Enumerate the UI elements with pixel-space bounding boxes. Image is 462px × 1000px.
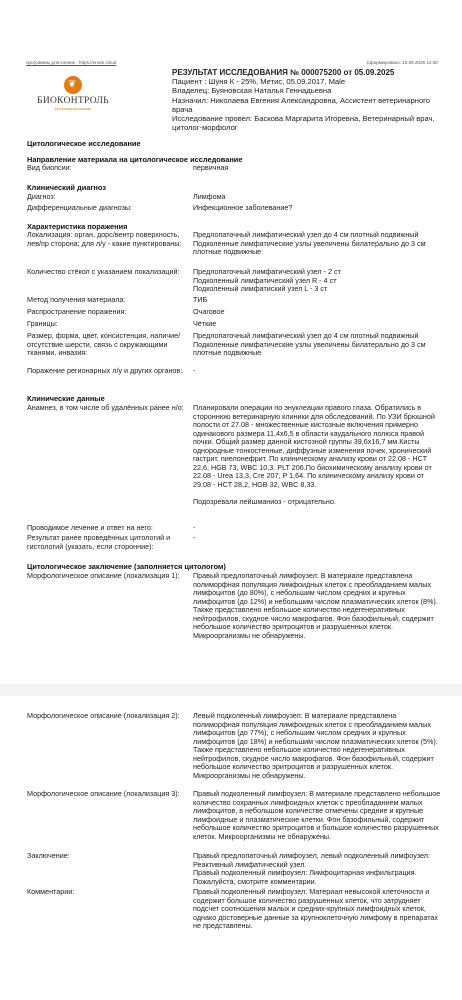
row-value: Правый подколенный лимфоузел: Материал невысокой клеточности и содержит большое количество разрушенных клеток, что затрудняет подсчет соотношения малых и средних-крупных лимфоидных клеток, однако достоверные данные за крупноклеточную лимфому в препаратах не представлены. <box>193 887 438 930</box>
row-label: Метод получения материала: <box>27 295 126 304</box>
row-value: Правый предлопаточный лимфоузел: В материале представлена полиморфная популяция лимфоидных клеток с преобладанием малых лимфоцитов (до 80%), с небольшим числом средних и крупных лимфоцитов (до 12%) и небольшим числом плазматических клеток (8%). Также представлено небольшое количество недегенеративных нейтрофилов, скудное число макрофагов. Фон базофильный, содержит небольшое количество эритроцитов и разрушенных клеток. Микроорганизмы не обнаружены. <box>193 571 438 640</box>
row-label: Дифференциальные диагнозы: <box>27 203 133 212</box>
row-value: - <box>193 366 196 375</box>
row-label: Морфологическое описание (локализация 1): <box>27 571 180 580</box>
row-label: Комментарии: <box>27 887 75 896</box>
clinic-logo <box>28 74 118 114</box>
paw-icon: ❦ <box>64 76 82 94</box>
section-clinical-diagnosis: Клинический диагноз <box>27 183 106 192</box>
row-value: ТИБ <box>193 295 208 304</box>
row-value: Очаговое <box>193 307 225 316</box>
performed-line: Исследование провел: Баскова Маргарита Игоревна, Ветеринарный врач, цитолог-морфолог <box>172 114 435 133</box>
row-value: Предлопаточный лимфатический узел до 4 см плотный подвижный Подколенные лимфатические узлы увеличены билатерально до 3 см плотные подвижные <box>193 331 426 357</box>
row-value: Планировали операции по энуклеации правого глаза. Обратились в стороннюю ветеринарную клиники для обследований. По УЗИ брюшной полости от 27.08 - множественные кистозные включения примерно одинакового размера 11,4х6,5 в области каудального полюса правой почки. Общий размер данной кистозной группы 39,6х16,7 мм.Кисты однородные тонкостенные, диффузные изменения почек, хронический гастрит, пиелонефрит. По клиническому анализу крови от 22.08 - HCT 22,6, HGB 73, WBC 10,3. PLT 206.По биохимическому анализу крови от 22.08 - Urea 13,3, Cre 207, P 1,64. По клиническому анализу крови от 29.08 - HCT 28,2, HGB 32, WBC 8,33. Подозревали лейшманиоз - отрицательно. <box>193 403 435 506</box>
row-label: Поражение регионарных л/у и других органов: <box>27 366 183 375</box>
row-value: Предлопаточный лимфатический узел до 4 см плотный подвижный Подколенные лимфатические узлы увеличены билатерально до 3 см плотные подвижные <box>193 230 426 256</box>
row-label: Локализация: орган, дорс/вентр поверхность, лев/пр сторона; для л/у - какие пунктированы: <box>27 230 182 248</box>
row-label: Распространение поражения: <box>27 307 127 316</box>
row-label: Заключение: <box>27 851 70 860</box>
section-referral: Направление материала на цитологическое исследование <box>27 155 243 164</box>
row-value: Чёткие <box>193 319 217 328</box>
section-clinical-data: Клинические данные <box>27 394 105 403</box>
logo-name: БИОКОНТРОЛЬ <box>37 96 109 106</box>
page-meta-line <box>26 60 438 68</box>
row-value: Правый предлопаточный лимфоузел, левый подколенный лимфоузел: Реактивный лимфатический узел. Правый подколенный лимфоузел: Лимфоцитарная инфильтрация. Пожалуйста, смотрите комментарии. <box>193 851 430 886</box>
assigned-line: Назначил: Николаева Евгения Александровна, Ассистент ветеринарного врача <box>172 95 431 114</box>
report-page-2 <box>0 696 462 1000</box>
row-value: Левый подколенный лимфоузел: В материале представлена полиморфная популяция лимфоидных клеток с преобладанием малых лимфоцитов (до 77%), с небольшим числом средних и крупных лимфоцитов (до 18%) и небольшим числом плазматических клеток (5%). Также представлено небольшое количество недегенеративных нейтрофилов, скудное число макрофагов. Фон базофильный, содержит небольшое количество эритроцитов и разрушенных клеток. Микроорганизмы не обнаружены. <box>193 711 438 780</box>
row-value: Предлопаточный лимфатический узел - 2 ст Подколенный лимфатический узел R - 4 ст Подколенный лимфатиский узел L - 3 ст <box>193 267 341 293</box>
logo-subtitle: ветеринарная клиника <box>54 107 92 111</box>
row-label: Проводимое лечение и ответ на него: <box>27 523 153 532</box>
row-label: Вид биопсии: <box>27 163 72 172</box>
section-lesion: Характеристика поражения <box>27 222 128 231</box>
patient-line: Пациент : Шуня К - 25%, Метис, 05.09.2017, Male <box>172 77 346 87</box>
row-label: Диагноз: <box>27 192 56 201</box>
row-value: - <box>193 523 196 532</box>
row-label: Морфологическое описание (локализация 3): <box>27 789 180 798</box>
source-link[interactable]: программы для клиник - https://enote.cloud <box>26 60 117 65</box>
owner-line: Владелец: Буяновская Наталья Геннадьевна <box>172 86 332 96</box>
row-value: Инфекционное заболевание? <box>193 203 293 212</box>
row-label: Результат ранее проведённых цитологий и гистологий (указать, если сторонние): <box>27 533 171 551</box>
row-value: - <box>193 533 196 542</box>
row-label: Размер, форма, цвет, консистенция, наличие/отсутствие шерсти, связь с окружающими тканями, инвазия: <box>27 331 181 357</box>
row-value: первичная <box>193 163 229 172</box>
report-title: РЕЗУЛЬТАТ ИССЛЕДОВАНИЯ № 000075200 от 05.09.2025 <box>172 68 395 77</box>
row-label: Количество стёкол с указанием локализаций: <box>27 267 180 276</box>
generated-timestamp: Сформировано: 10.09.2025 12:30 <box>366 60 438 65</box>
row-value: Правый подколенный лимфоузел: В материале представлено небольшое количество сохранных лимфоидных клеток с преобладанием малых лимфоцитов, в небольшом количестве отмечены средние и крупные лимфоидные и плазматические клетки. Фон базофильный, содержит небольшое количество эритроцитов и большое количество разрушенных клеток. Микроорганизмы не обнаружены. <box>193 789 441 841</box>
section-conclusion: Цитологическое заключение (заполняется цитологом) <box>27 562 226 571</box>
row-label: Границы: <box>27 319 58 328</box>
section-cytology: Цитологическое исследование <box>27 139 141 148</box>
row-label: Морфологическое описание (локализация 2): <box>27 711 180 720</box>
report-header <box>172 68 442 132</box>
row-label: Анамнез, в том числе об удалённых ранее н/о: <box>27 403 184 412</box>
row-value: Лимфома <box>193 192 226 201</box>
